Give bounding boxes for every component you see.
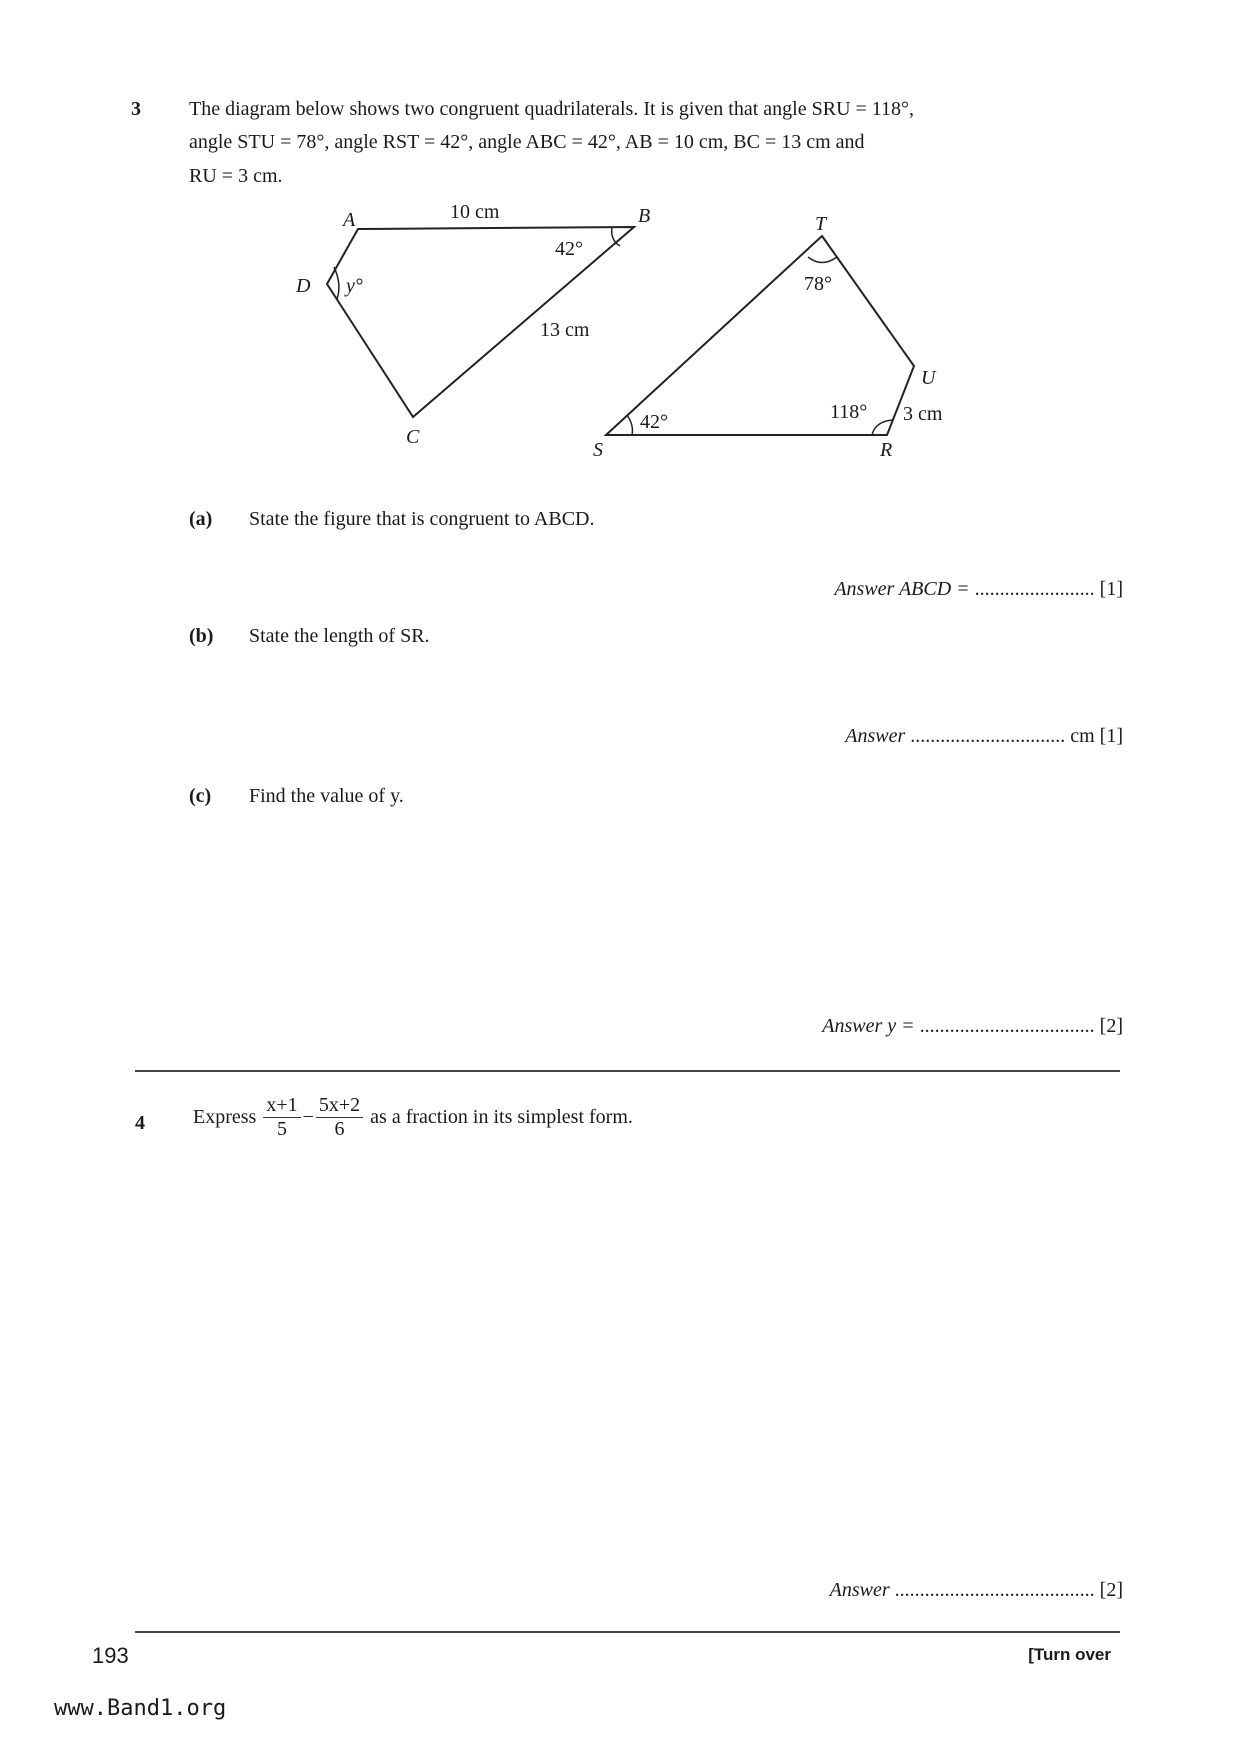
marks: [2] [1099, 1015, 1123, 1037]
part-a-answer-line[interactable] [834, 578, 1123, 601]
answer-dots[interactable]: ................................... [919, 1015, 1095, 1037]
length-ru: 3 cm [903, 403, 943, 425]
fraction-1-numerator: x+1 [263, 1094, 300, 1118]
congruent-quadrilaterals-diagram [0, 0, 1239, 480]
fraction-1-denominator: 5 [276, 1118, 287, 1140]
question-4-answer-line[interactable] [830, 1579, 1123, 1602]
answer-label: Answer ABCD = [834, 578, 970, 600]
fraction-2 [316, 1094, 363, 1141]
length-ab: 10 cm [450, 201, 500, 223]
part-c-label: (c) [189, 785, 212, 807]
length-bc: 13 cm [540, 319, 590, 341]
question-4-number: 4 [135, 1112, 145, 1134]
angle-arc-s [627, 415, 632, 435]
question-3-line-2: angle STU = 78°, angle RST = 42°, angle ABC = 42°, AB = 10 cm, BC = 13 cm and [189, 131, 865, 153]
answer-label: Answer y = [822, 1015, 915, 1037]
marks: [2] [1099, 1579, 1123, 1601]
vertex-label-d: D [296, 275, 311, 297]
fraction-2-numerator: 5x+2 [316, 1094, 363, 1118]
minus-sign: − [302, 1106, 314, 1128]
vertex-label-u: U [921, 367, 936, 389]
part-c-answer-line[interactable] [822, 1015, 1123, 1038]
answer-label: Answer [829, 1579, 890, 1601]
page-number: 193 [92, 1643, 129, 1668]
vertex-label-s: S [593, 439, 603, 461]
fraction-1 [263, 1094, 300, 1141]
angle-arc-b [612, 227, 620, 246]
vertex-label-b: B [638, 205, 651, 227]
question-4-text [193, 1094, 633, 1141]
question-3-number: 3 [131, 98, 141, 120]
answer-label: Answer [845, 725, 906, 747]
question-divider [135, 1070, 1120, 1072]
vertex-label-r: R [880, 439, 893, 461]
fraction-2-denominator: 6 [334, 1118, 345, 1140]
question-4-prefix: Express [193, 1106, 257, 1128]
part-b-answer-line[interactable] [845, 725, 1123, 748]
marks: [1] [1099, 578, 1123, 600]
answer-dots[interactable]: ............................... [910, 725, 1066, 747]
angle-s-label: 42° [640, 411, 668, 433]
angle-t-label: 78° [804, 273, 832, 295]
turn-over: [Turn over [1028, 1645, 1111, 1664]
vertex-label-t: T [815, 213, 827, 235]
part-a-text: State the figure that is congruent to ABCD. [249, 508, 595, 530]
part-b-label: (b) [189, 625, 214, 647]
answer-dots[interactable]: ........................ [974, 578, 1095, 600]
part-a-label: (a) [189, 508, 213, 530]
question-3-line-1: The diagram below shows two congruent quadrilaterals. It is given that angle SRU = 118°, [189, 98, 915, 120]
angle-b-label: 42° [555, 238, 583, 260]
footer-divider [135, 1631, 1120, 1633]
answer-dots[interactable]: ........................................ [894, 1579, 1095, 1601]
vertex-label-a: A [343, 209, 356, 231]
question-3-line-3: RU = 3 cm. [189, 165, 283, 187]
part-b-text: State the length of SR. [249, 625, 430, 647]
angle-d-label: y° [346, 275, 363, 297]
angle-arc-t [808, 257, 837, 263]
question-4-suffix: as a fraction in its simplest form. [370, 1106, 633, 1128]
website-watermark: www.Band1.org [54, 1696, 227, 1721]
answer-unit: cm [1070, 725, 1095, 747]
quadrilateral-stur [606, 236, 914, 435]
angle-r-label: 118° [830, 401, 868, 423]
vertex-label-c: C [406, 426, 420, 448]
marks: [1] [1099, 725, 1123, 747]
part-c-text: Find the value of y. [249, 785, 404, 807]
